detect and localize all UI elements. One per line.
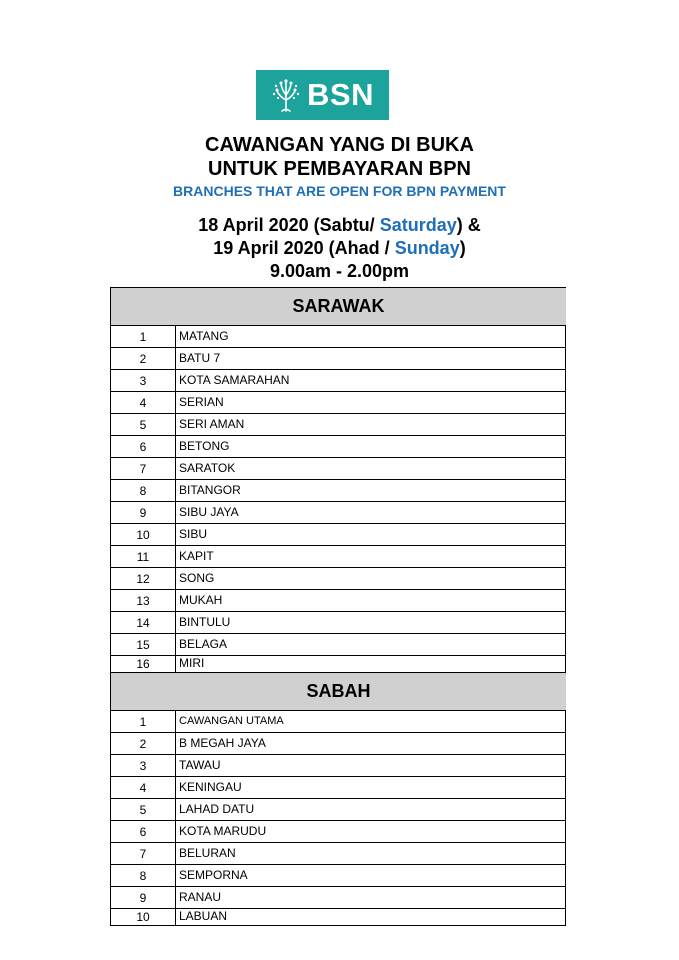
row-number: 8 — [139, 484, 147, 498]
table-row — [111, 821, 566, 843]
date-1-english: Saturday — [379, 215, 457, 235]
branch-name: BINTULU — [175, 612, 566, 633]
branch-name: MIRI — [175, 656, 566, 672]
table-row — [111, 612, 566, 634]
table-row — [111, 887, 566, 909]
date-line-1 — [0, 213, 679, 237]
row-number: 10 — [136, 528, 150, 542]
title-line-2: UNTUK PEMBAYARAN BPN — [208, 158, 471, 180]
date-2-english: Sunday — [394, 238, 460, 258]
branch-name: LABUAN — [175, 909, 566, 925]
section-header: SARAWAK — [111, 288, 566, 326]
branch-name: BITANGOR — [175, 480, 566, 501]
row-number: 7 — [139, 847, 147, 861]
branch-name: RANAU — [175, 887, 566, 908]
row-number: 3 — [139, 759, 147, 773]
branch-name: KOTA MARUDU — [175, 821, 566, 842]
date-1-text: 18 April 2020 (Sabtu/ — [198, 215, 380, 235]
row-number: 9 — [139, 891, 147, 905]
row-number: 2 — [139, 352, 147, 366]
branch-name: LAHAD DATU — [175, 799, 566, 820]
table-row — [111, 909, 566, 926]
section-header: SABAH — [111, 673, 566, 711]
branch-name: SARATOK — [175, 458, 566, 479]
row-number: 16 — [136, 657, 150, 671]
row-number: 12 — [136, 572, 150, 586]
table-row — [111, 502, 566, 524]
branch-name: BELAGA — [175, 634, 566, 655]
date-line-2 — [0, 236, 679, 260]
table-row — [111, 711, 566, 733]
row-number: 7 — [139, 462, 147, 476]
table-row — [111, 865, 566, 887]
table-row — [111, 436, 566, 458]
branch-name: SERI AMAN — [175, 414, 566, 435]
table-row — [111, 590, 566, 612]
branch-name: B MEGAH JAYA — [175, 733, 566, 754]
table-row — [111, 348, 566, 370]
table-row — [111, 524, 566, 546]
subtitle: BRANCHES THAT ARE OPEN FOR BPN PAYMENT — [173, 183, 506, 199]
branch-name: KOTA SAMARAHAN — [175, 370, 566, 391]
row-number: 6 — [139, 440, 147, 454]
row-number: 2 — [139, 737, 147, 751]
table-row — [111, 634, 566, 656]
branch-name: CAWANGAN UTAMA — [175, 711, 566, 732]
branch-name: BATU 7 — [175, 348, 566, 369]
row-number: 1 — [139, 715, 147, 729]
branch-name: TAWAU — [175, 755, 566, 776]
table-row — [111, 370, 566, 392]
row-number: 13 — [136, 594, 150, 608]
table-row — [111, 568, 566, 590]
branch-name: MATANG — [175, 326, 566, 347]
row-number: 5 — [139, 803, 147, 817]
date-2-suffix: ) — [459, 238, 466, 258]
row-number: 10 — [136, 910, 150, 924]
branch-name: SERIAN — [175, 392, 566, 413]
branch-name: KENINGAU — [175, 777, 566, 798]
row-number: 3 — [139, 374, 147, 388]
time-range: 9.00am - 2.00pm — [269, 261, 410, 281]
title-line-1: CAWANGAN YANG DI BUKA — [205, 134, 474, 156]
bsn-logo — [256, 70, 389, 120]
row-number: 15 — [136, 638, 150, 652]
row-number: 6 — [139, 825, 147, 839]
date-2-text: 19 April 2020 (Ahad / — [213, 238, 395, 258]
logo-text: BSN — [307, 77, 374, 112]
row-number: 4 — [139, 396, 147, 410]
date-1-suffix: ) & — [456, 215, 481, 235]
table-row — [111, 656, 566, 673]
tree-icon — [271, 78, 301, 112]
table-row — [111, 326, 566, 348]
table-row — [111, 480, 566, 502]
branch-name: SIBU — [175, 524, 566, 545]
branch-name: MUKAH — [175, 590, 566, 611]
table-row — [111, 733, 566, 755]
branch-table — [110, 287, 566, 926]
row-number: 5 — [139, 418, 147, 432]
table-row — [111, 843, 566, 865]
table-row — [111, 755, 566, 777]
table-row — [111, 392, 566, 414]
row-number: 11 — [136, 550, 150, 564]
table-row — [111, 414, 566, 436]
table-row — [111, 546, 566, 568]
table-row — [111, 777, 566, 799]
table-row — [111, 799, 566, 821]
branch-name: KAPIT — [175, 546, 566, 567]
branch-name: BETONG — [175, 436, 566, 457]
row-number: 9 — [139, 506, 147, 520]
branch-name: SEMPORNA — [175, 865, 566, 886]
row-number: 1 — [139, 330, 147, 344]
branch-name: SONG — [175, 568, 566, 589]
row-number: 14 — [136, 616, 150, 630]
branch-name: BELURAN — [175, 843, 566, 864]
table-row — [111, 458, 566, 480]
row-number: 8 — [139, 869, 147, 883]
branch-name: SIBU JAYA — [175, 502, 566, 523]
row-number: 4 — [139, 781, 147, 795]
